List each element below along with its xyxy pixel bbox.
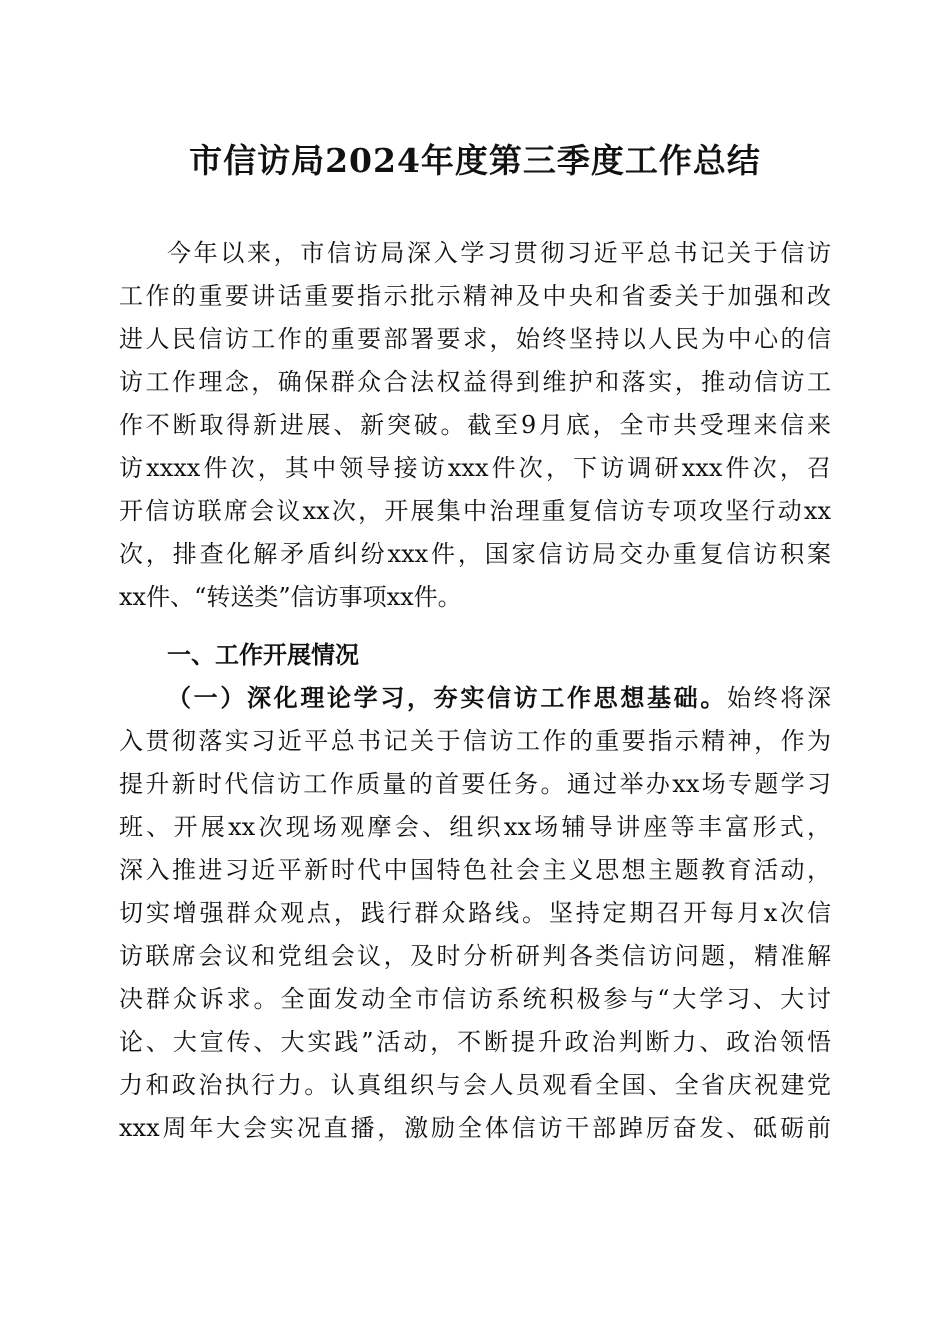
intro-line-1: 今年以来，市信访局深入学习贯彻习近平总书记关于信访 — [167, 239, 831, 267]
intro-line-9: xx件、“转送类”信访事项xx件。 — [119, 583, 462, 611]
sub1-line-7: 访联席会议和党组会议，及时分析研判各类信访问题，精准解 — [119, 942, 831, 970]
sub1-line-4: 班、开展xx次现场观摩会、组织xx场辅导讲座等丰富形式， — [119, 813, 831, 841]
intro-line-2: 工作的重要讲话重要指示批示精神及中央和省委关于加强和改 — [119, 282, 831, 310]
sub1-line-8: 决群众诉求。全面发动全市信访系统积极参与“大学习、大讨 — [119, 985, 831, 1013]
sub1-line-9: 论、大宣传、大实践”活动，不断提升政治判断力、政治领悟 — [119, 1028, 831, 1056]
sub1-line-6: 切实增强群众观点，践行群众路线。坚持定期召开每月x次信 — [119, 899, 831, 927]
intro-line-7: 开信访联席会议xx次，开展集中治理重复信访专项攻坚行动xx — [119, 497, 831, 525]
intro-line-4: 访工作理念，确保群众合法权益得到维护和落实，推动信访工 — [119, 368, 831, 396]
sub1-line-2: 入贯彻落实习近平总书记关于信访工作的重要指示精神，作为 — [119, 727, 831, 755]
document-title: 市信访局2024年度第三季度工作总结 — [189, 141, 761, 180]
sub1-line-3: 提升新时代信访工作质量的首要任务。通过举办xx场专题学习 — [119, 770, 831, 798]
sub1-first-rest: 始终将深 — [727, 684, 831, 712]
sub1-line-11: xxx周年大会实况直播，激励全体信访干部踔厉奋发、砥砺前 — [119, 1114, 831, 1142]
sub1-lead: （一）深化理论学习，夯实信访工作思想基础。 — [167, 683, 727, 712]
intro-line-8: 次，排查化解矛盾纠纷xxx件，国家信访局交办重复信访积案 — [119, 540, 831, 568]
sub1-line-10: 力和政治执行力。认真组织与会人员观看全国、全省庆祝建党 — [119, 1071, 831, 1099]
sub1-line-1 — [167, 683, 831, 713]
intro-line-6: 访xxxx件次，其中领导接访xxx件次，下访调研xxx件次，召 — [119, 454, 831, 482]
intro-line-3: 进人民信访工作的重要部署要求，始终坚持以人民为中心的信 — [119, 325, 831, 353]
sub1-line-5: 深入推进习近平新时代中国特色社会主义思想主题教育活动， — [119, 856, 831, 884]
section-heading: 一、工作开展情况 — [167, 641, 359, 669]
intro-line-5: 作不断取得新进展、新突破。截至9月底，全市共受理来信来 — [119, 411, 831, 439]
